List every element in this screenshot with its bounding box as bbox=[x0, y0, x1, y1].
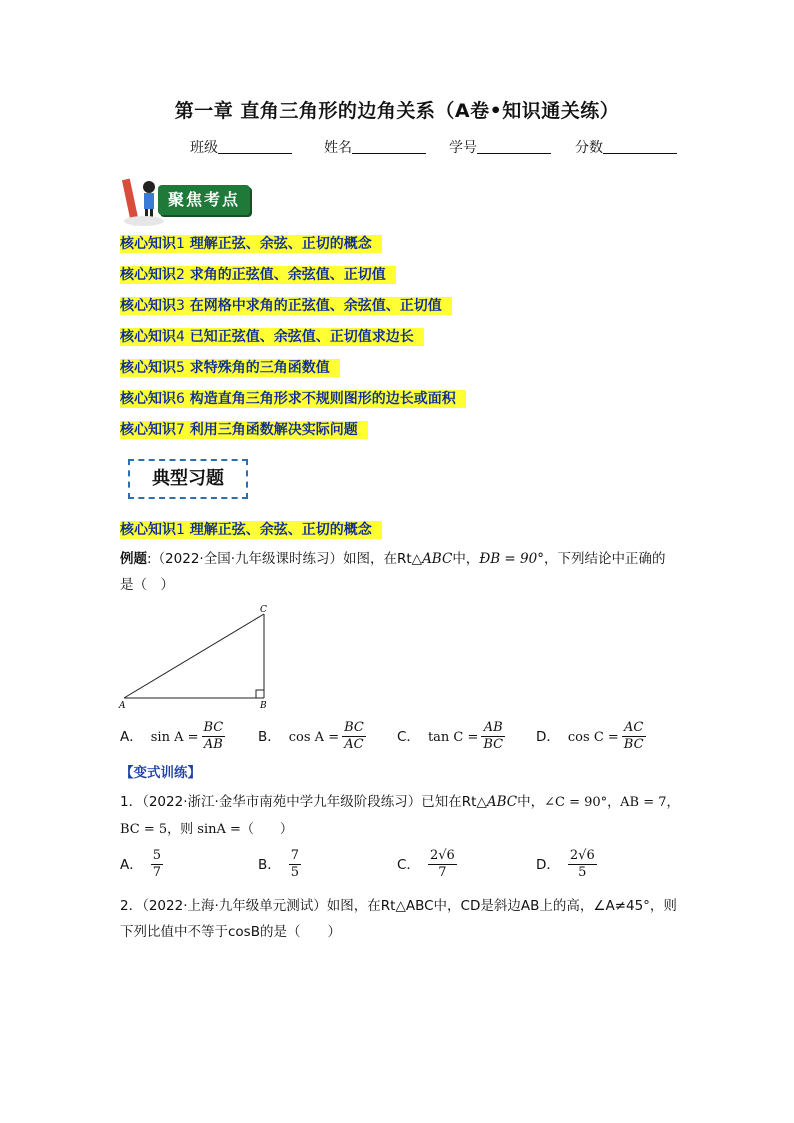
knowledge-point-item bbox=[120, 357, 340, 377]
q1-text-2: BC = 5，则 sinA =（ ） bbox=[120, 822, 293, 837]
knowledge-point-text: 在网格中求角的正弦值、余弦值、正切值 bbox=[189, 298, 442, 314]
fraction-numerator: 2√6 bbox=[429, 848, 455, 863]
right-triangle-figure bbox=[116, 602, 276, 714]
section-prefix: 核心知识 bbox=[120, 522, 176, 538]
option-fraction bbox=[428, 848, 457, 881]
id-blank bbox=[477, 139, 551, 154]
knowledge-point-number: 1 bbox=[176, 236, 185, 252]
knowledge-point-item bbox=[120, 419, 368, 439]
knowledge-point-highlight bbox=[120, 421, 368, 439]
score-label: 分数 bbox=[575, 140, 603, 156]
knowledge-point-number: 3 bbox=[176, 298, 185, 314]
fraction-numerator: BC bbox=[344, 720, 364, 735]
section-heading bbox=[120, 519, 382, 539]
knowledge-point-highlight bbox=[120, 266, 396, 284]
option-function: tan C = bbox=[427, 729, 479, 745]
focus-badge bbox=[122, 171, 254, 229]
knowledge-point-number: 5 bbox=[176, 360, 185, 376]
option-letter: A． bbox=[120, 728, 143, 745]
example-question bbox=[120, 546, 680, 598]
example-text-4: 是（ ） bbox=[120, 577, 174, 593]
variant-training-label bbox=[120, 760, 680, 786]
name-label: 姓名 bbox=[324, 140, 352, 156]
fraction-numerator: BC bbox=[203, 720, 224, 735]
knowledge-point-highlight bbox=[120, 390, 466, 408]
page-title: 第一章 直角三角形的边角关系（A卷•知识通关练） bbox=[174, 100, 620, 122]
example-text-3: ，下列结论中正确的 bbox=[543, 551, 666, 567]
knowledge-point-highlight bbox=[120, 328, 424, 346]
knowledge-point-item bbox=[120, 388, 466, 408]
vertex-c-label: C bbox=[260, 605, 267, 615]
q1-triangle: ABC bbox=[486, 794, 518, 810]
variant-label-text: 【变式训练】 bbox=[120, 765, 201, 781]
option-letter: B． bbox=[258, 856, 281, 873]
option-letter: B． bbox=[258, 728, 281, 745]
example-condition: ÐB = 90° bbox=[479, 551, 544, 567]
knowledge-point-highlight bbox=[120, 235, 382, 253]
option-function: sin A = bbox=[150, 729, 199, 745]
fraction-denominator: 7 bbox=[438, 865, 447, 880]
knowledge-point-text: 理解正弦、余弦、正切的概念 bbox=[189, 236, 372, 252]
example-text-2: 中， bbox=[452, 551, 480, 567]
section-text: 理解正弦、余弦、正切的概念 bbox=[189, 522, 372, 538]
q1-condition: ∠C = 90°，AB = 7， bbox=[544, 795, 680, 810]
knowledge-point-prefix: 核心知识 bbox=[120, 329, 176, 345]
option-letter: D． bbox=[536, 856, 560, 873]
knowledge-point-text: 已知正弦值、余弦值、正切值求边长 bbox=[189, 329, 414, 345]
example-triangle: ABC bbox=[422, 551, 453, 567]
fraction-denominator: 7 bbox=[152, 865, 162, 880]
q1-option-d[interactable] bbox=[536, 848, 597, 881]
class-blank bbox=[218, 139, 292, 154]
example-option-d[interactable] bbox=[536, 720, 646, 753]
q2-text-2: 下列比值中不等于cosB的是（ ） bbox=[120, 924, 341, 940]
fraction-numerator: AB bbox=[481, 720, 505, 737]
question-1 bbox=[120, 789, 680, 843]
option-fraction bbox=[342, 720, 366, 753]
option-letter: C． bbox=[397, 728, 420, 745]
fraction-denominator: 5 bbox=[290, 865, 300, 880]
vertex-b-label: B bbox=[260, 701, 267, 711]
typical-exercises-label: 典型习题 bbox=[128, 459, 248, 499]
focus-badge-label: 聚焦考点 bbox=[158, 185, 250, 215]
knowledge-point-highlight bbox=[120, 359, 340, 377]
knowledge-point-item bbox=[120, 264, 396, 284]
option-fraction bbox=[289, 848, 301, 881]
fraction-numerator: 7 bbox=[290, 848, 300, 863]
section-number: 1 bbox=[176, 522, 185, 538]
option-fraction bbox=[622, 720, 646, 753]
score-field[interactable] bbox=[575, 137, 677, 157]
knowledge-point-text: 利用三角函数解决实际问题 bbox=[189, 422, 358, 438]
fraction-numerator: AC bbox=[622, 720, 646, 737]
q1-option-b[interactable] bbox=[258, 848, 301, 881]
knowledge-point-number: 4 bbox=[176, 329, 185, 345]
knowledge-point-prefix: 核心知识 bbox=[120, 236, 176, 252]
q1-text-mid: 中， bbox=[517, 794, 545, 810]
option-function: cos A = bbox=[288, 729, 340, 745]
knowledge-point-text: 构造直角三角形求不规则图形的边长或面积 bbox=[189, 391, 456, 407]
id-field[interactable] bbox=[449, 137, 551, 157]
knowledge-point-highlight bbox=[120, 297, 452, 315]
knowledge-point-number: 6 bbox=[176, 391, 185, 407]
q1-option-c[interactable] bbox=[397, 848, 457, 881]
option-function: cos C = bbox=[567, 729, 619, 745]
option-fraction bbox=[568, 848, 597, 881]
knowledge-point-item bbox=[120, 295, 452, 315]
knowledge-point-prefix: 核心知识 bbox=[120, 360, 176, 376]
knowledge-point-item bbox=[120, 326, 424, 346]
fraction-numerator: 2√6 bbox=[569, 848, 595, 863]
option-fraction bbox=[202, 720, 226, 753]
knowledge-point-text: 求特殊角的三角函数值 bbox=[189, 360, 330, 376]
class-field[interactable] bbox=[190, 137, 292, 157]
example-option-c[interactable] bbox=[397, 720, 505, 753]
name-field[interactable] bbox=[324, 137, 426, 157]
q1-text-1: 1．（2022·浙江·金华市南苑中学九年级阶段练习）已知在Rt△ bbox=[120, 794, 487, 810]
fraction-denominator: BC bbox=[483, 737, 504, 752]
knowledge-point-item bbox=[120, 233, 382, 253]
example-colon: : bbox=[147, 551, 152, 567]
option-fraction bbox=[481, 720, 505, 753]
option-letter: A． bbox=[120, 856, 143, 873]
knowledge-point-number: 2 bbox=[176, 267, 185, 283]
knowledge-point-prefix: 核心知识 bbox=[120, 422, 176, 438]
score-blank bbox=[603, 139, 677, 154]
name-blank bbox=[352, 139, 426, 154]
knowledge-point-number: 7 bbox=[176, 422, 185, 438]
section-heading-highlight bbox=[120, 521, 382, 539]
knowledge-point-prefix: 核心知识 bbox=[120, 391, 176, 407]
option-letter: D． bbox=[536, 728, 560, 745]
fraction-denominator: AB bbox=[203, 737, 223, 752]
knowledge-point-prefix: 核心知识 bbox=[120, 298, 176, 314]
id-label: 学号 bbox=[449, 140, 477, 156]
vertex-a-label: A bbox=[119, 701, 126, 711]
knowledge-point-prefix: 核心知识 bbox=[120, 267, 176, 283]
option-letter: C． bbox=[397, 856, 420, 873]
example-text-1: （2022·全国·九年级课时练习）如图，在Rt△ bbox=[151, 551, 423, 567]
example-label: 例题 bbox=[120, 551, 147, 567]
fraction-denominator: AC bbox=[344, 737, 364, 752]
question-2 bbox=[120, 893, 680, 945]
option-fraction bbox=[151, 848, 163, 881]
class-label: 班级 bbox=[190, 140, 218, 156]
q1-option-a[interactable] bbox=[120, 848, 163, 881]
knowledge-point-text: 求角的正弦值、余弦值、正切值 bbox=[189, 267, 386, 283]
fraction-denominator: 5 bbox=[578, 865, 587, 880]
fraction-numerator: 5 bbox=[152, 848, 162, 863]
fraction-denominator: BC bbox=[623, 737, 644, 752]
example-option-a[interactable] bbox=[120, 720, 225, 753]
example-option-b[interactable] bbox=[258, 720, 366, 753]
q2-text-1: 2．（2022·上海·九年级单元测试）如图，在Rt△ABC中，CD是斜边AB上的高，∠A≠45°，则 bbox=[120, 898, 677, 914]
